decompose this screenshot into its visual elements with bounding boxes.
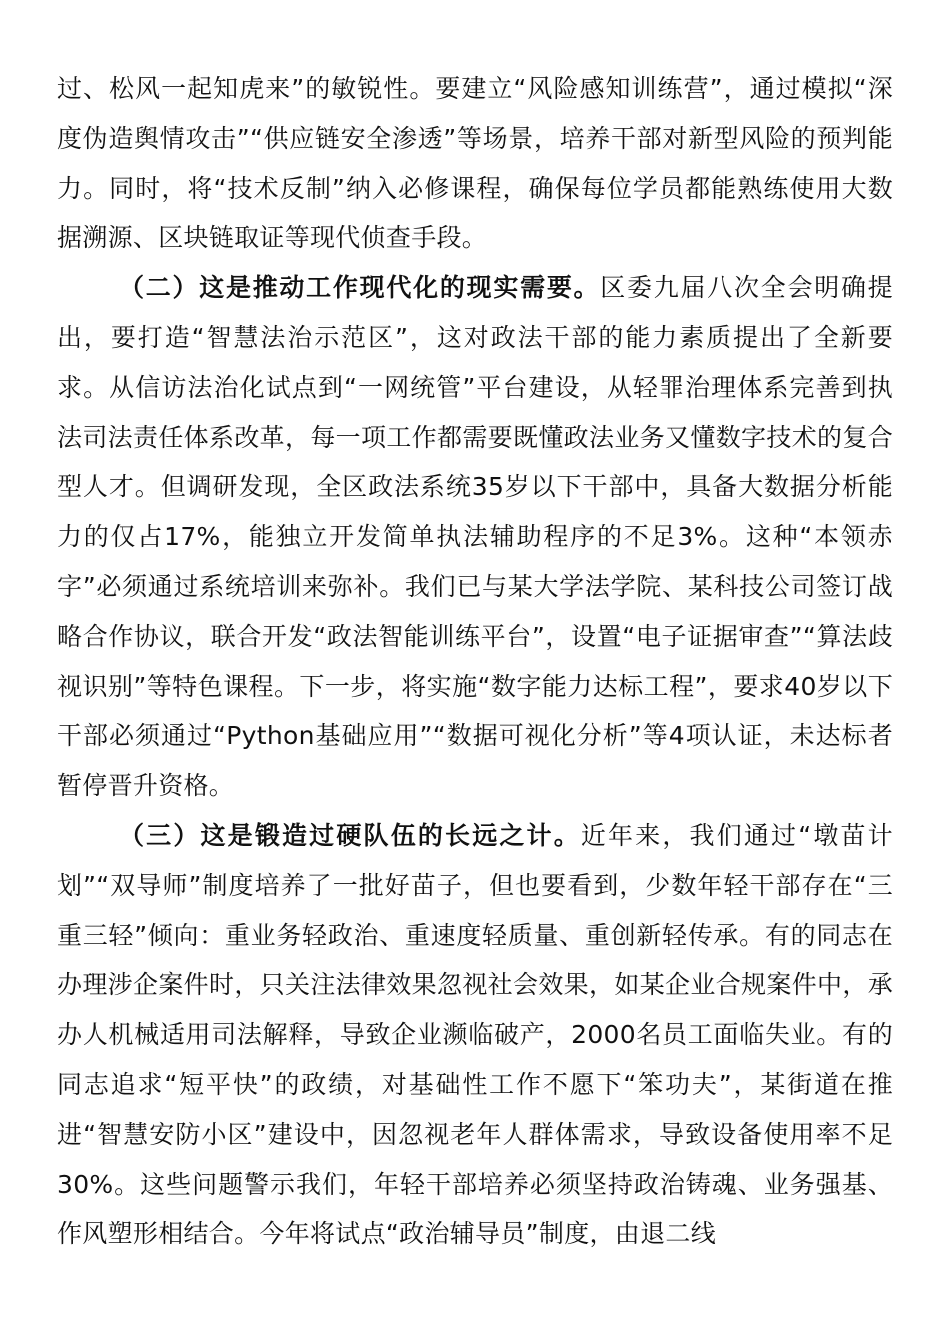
paragraph-2 [57, 263, 893, 811]
paragraph-1 [57, 64, 893, 263]
document-page [57, 64, 893, 1259]
paragraph-3-body: 近年来，我们通过“墩苗计划”“双导师”制度培养了一批好苗子，但也要看到，少数年轻干部存在“三重三轻”倾向：重业务轻政治、重速度轻质量、重创新轻传承。有的同志在办理涉企案件时，只关注法律效果忽视社会效果，如某企业合规案件中，承办人机械适用司法解释，导致企业濒临破产，2000名员工面临失业。有的同志追求“短平快”的政绩，对基础性工作不愿下“笨功夫”，某街道在推进“智慧安防小区”建设中，因忽视老年人群体需求，导致设备使用率不足30%。这些问题警示我们，年轻干部培养必须坚持政治铸魂、业务强基、作风塑形相结合。今年将试点“政治辅导员”制度，由退二线 [57, 820, 893, 1249]
paragraph-3 [57, 811, 893, 1259]
paragraph-1-body: 过、松风一起知虎来”的敏锐性。要建立“风险感知训练营”，通过模拟“深度伪造舆情攻击”“供应链安全渗透”等场景，培养干部对新型风险的预判能力。同时，将“技术反制”纳入必修课程，确保每位学员都能熟练使用大数据溯源、区块链取证等现代侦查手段。 [57, 74, 893, 253]
paragraph-2-body: 区委九届八次全会明确提出，要打造“智慧法治示范区”，这对政法干部的能力素质提出了全新要求。从信访法治化试点到“一网统管”平台建设，从轻罪治理体系完善到执法司法责任体系改革，每一项工作都需要既懂政法业务又懂数字技术的复合型人才。但调研发现，全区政法系统35岁以下干部中，具备大数据分析能力的仅占17%，能独立开发简单执法辅助程序的不足3%。这种“本领赤字”必须通过系统培训来弥补。我们已与某大学法学院、某科技公司签订战略合作协议，联合开发“政法智能训练平台”，设置“电子证据审查”“算法歧视识别”等特色课程。下一步，将实施“数字能力达标工程”，要求40岁以下干部必须通过“Python基础应用”“数据可视化分析”等4项认证，未达标者暂停晋升资格。 [57, 273, 893, 801]
paragraph-3-lead: （三）这是锻造过硬队伍的长远之计。 [119, 820, 581, 850]
paragraph-2-lead: （二）这是推动工作现代化的现实需要。 [119, 273, 601, 303]
